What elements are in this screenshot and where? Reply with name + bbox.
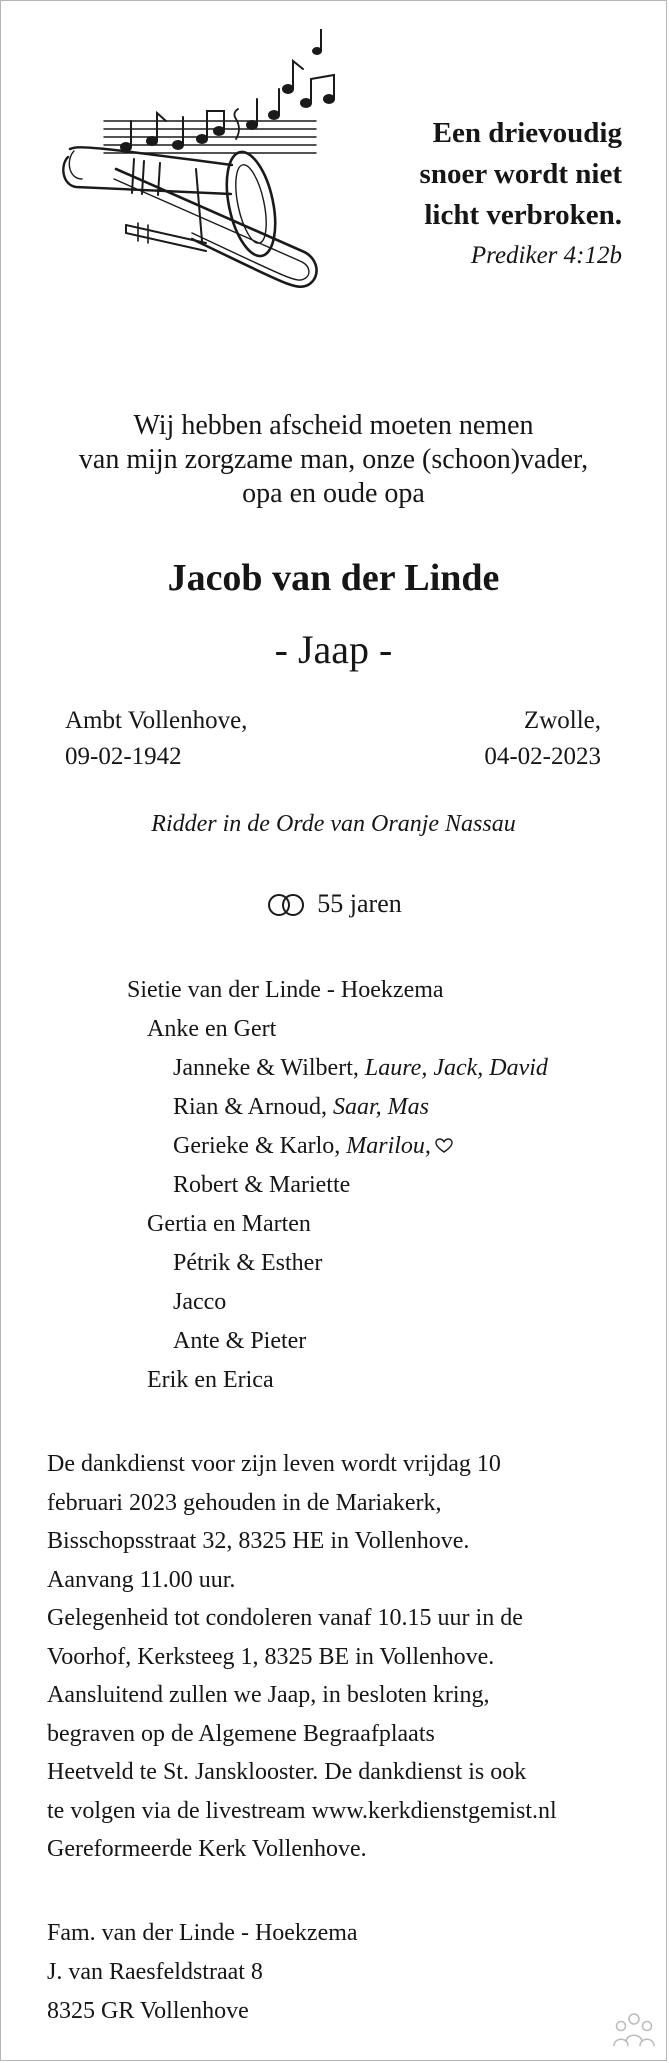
- honor-title: Ridder in de Orde van Oranje Nassau: [151, 811, 516, 837]
- death-place: Zwolle,: [523, 707, 601, 734]
- quote-line: Een drievoudig: [432, 117, 622, 149]
- family-child: Gertia en Marten: [147, 1211, 311, 1237]
- people-logo-icon: [612, 2012, 656, 2050]
- intro-line: Wij hebben afscheid moeten nemen: [133, 410, 534, 441]
- intro-line: opa en oude opa: [242, 478, 425, 509]
- birth-date: 09-02-1942: [65, 743, 182, 770]
- family-child: Anke en Gert: [147, 1016, 277, 1042]
- bible-quote: [420, 113, 622, 270]
- service-line: Aanvang 11.00 uur.: [47, 1566, 236, 1593]
- death-info: [484, 703, 601, 775]
- trombone-music-illustration: [56, 29, 366, 359]
- family-list: [127, 971, 548, 1400]
- service-line: Voorhof, Kerksteeg 1, 8325 BE in Vollenhove.: [47, 1643, 495, 1670]
- grandchild-names: Rian & Arnoud,: [173, 1094, 333, 1120]
- service-details: [47, 1445, 557, 1869]
- quote-line: snoer wordt niet: [419, 158, 622, 190]
- deceased-name: Jacob van der Linde: [167, 557, 500, 599]
- heart-icon: [435, 1138, 453, 1154]
- service-line: Aansluitend zullen we Jaap, in besloten kring,: [47, 1682, 490, 1708]
- grandchild-names: Janneke & Wilbert,: [173, 1055, 365, 1081]
- service-line: Gereformeerde Kerk Vollenhove.: [47, 1836, 367, 1862]
- marriage-years: [1, 889, 666, 919]
- family-grandchild: Ante & Pieter: [173, 1328, 307, 1354]
- intro-text: [1, 409, 666, 511]
- family-grandchild: [127, 1088, 548, 1127]
- address-line: Fam. van der Linde - Hoekzema: [47, 1920, 358, 1946]
- family-grandchild: Robert & Mariette: [173, 1172, 351, 1198]
- family-grandchild: [127, 1049, 548, 1088]
- correspondence-address: [47, 1914, 358, 2031]
- quote-source: Prediker 4:12b: [470, 242, 622, 269]
- birth-place: Ambt Vollenhove,: [65, 707, 248, 734]
- deceased-nickname: - Jaap -: [274, 627, 393, 672]
- wedding-rings-icon: [265, 892, 309, 918]
- great-grandchild-names: Marilou,: [346, 1133, 431, 1159]
- death-date: 04-02-2023: [484, 743, 601, 770]
- family-spouse: Sietie van der Linde - Hoekzema: [127, 977, 444, 1003]
- address-line: J. van Raesfeldstraat 8: [47, 1959, 263, 1985]
- service-line: De dankdienst voor zijn leven wordt vrijdag 10: [47, 1451, 501, 1477]
- quote-line: licht verbroken.: [424, 199, 622, 231]
- service-line: Bisschopsstraat 32, 8325 HE in Vollenhove.: [47, 1528, 470, 1554]
- great-grandchild-names: Saar, Mas: [333, 1094, 430, 1120]
- family-grandchild: Pétrik & Esther: [173, 1250, 323, 1276]
- family-grandchild: Jacco: [173, 1289, 227, 1315]
- marriage-years-text: 55 jaren: [317, 889, 402, 918]
- service-line: te volgen via de livestream www.kerkdienstgemist.nl: [47, 1797, 557, 1824]
- service-line: februari 2023 gehouden in de Mariakerk,: [47, 1489, 442, 1516]
- intro-line: van mijn zorgzame man, onze (schoon)vader,: [78, 444, 589, 475]
- address-line: 8325 GR Vollenhove: [47, 1998, 249, 2024]
- service-line: Gelegenheid tot condoleren vanaf 10.15 uur in de: [47, 1605, 523, 1631]
- family-grandchild: [127, 1127, 548, 1166]
- service-line: Heetveld te St. Jansklooster. De dankdienst is ook: [47, 1759, 527, 1785]
- great-grandchild-names: Laure, Jack, David: [364, 1055, 548, 1081]
- birth-info: [65, 703, 247, 775]
- family-child: Erik en Erica: [147, 1367, 274, 1393]
- service-line: begraven op de Algemene Begraafplaats: [47, 1720, 435, 1747]
- grandchild-names: Gerieke & Karlo,: [173, 1133, 347, 1159]
